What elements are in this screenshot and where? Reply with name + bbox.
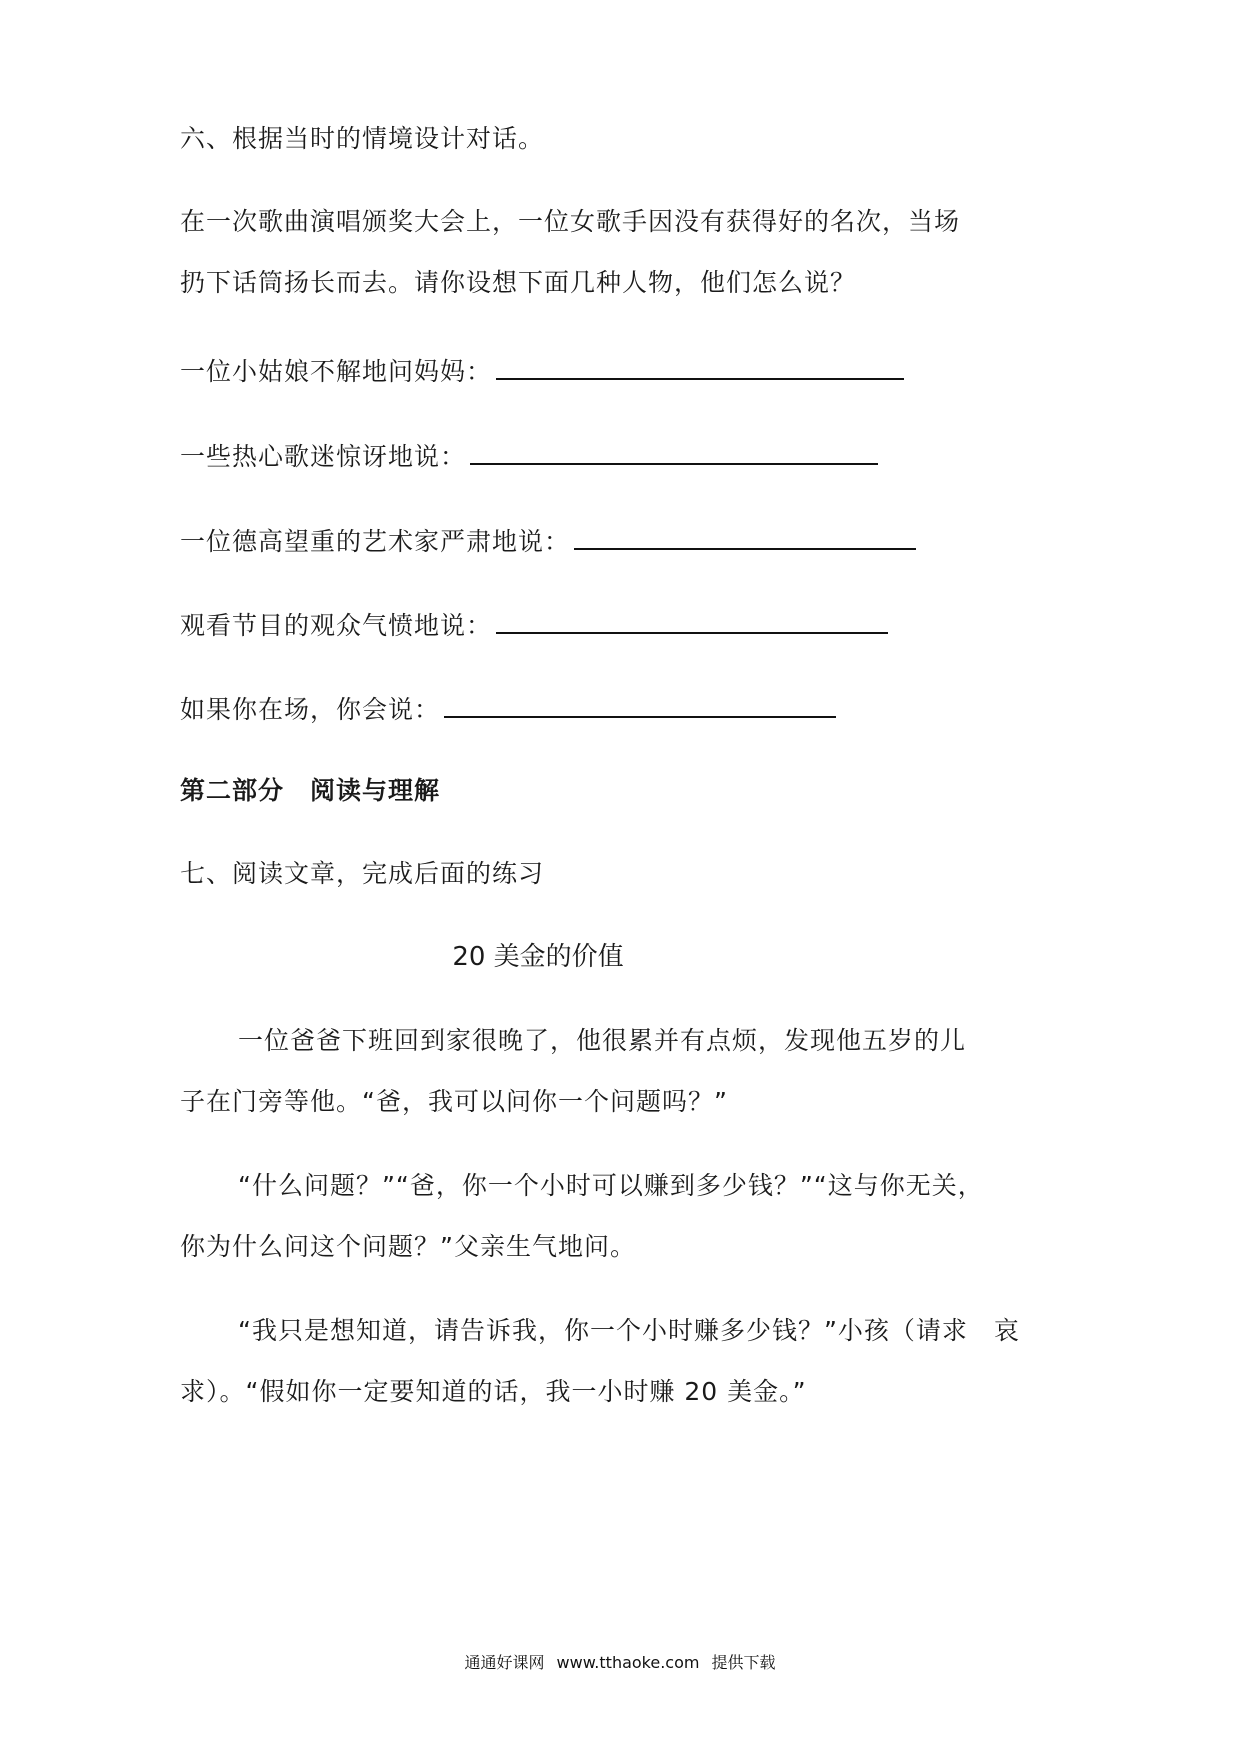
paragraph-line: “我只是想知道，请告诉我，你一个小时赚多少钱？”小孩（请求 哀 (238, 1316, 1020, 1345)
section6-heading: 六、根据当时的情境设计对话。 (180, 124, 545, 153)
prompt-row (180, 606, 888, 643)
prompt-label: 如果你在场，你会说： (180, 695, 441, 724)
answer-blank[interactable] (470, 437, 878, 465)
answer-blank[interactable] (574, 522, 916, 550)
page-footer (0, 1652, 1240, 1674)
prompt-row (180, 352, 904, 389)
section6-intro-line1: 在一次歌曲演唱颁奖大会上，一位女歌手因没有获得好的名次，当场 (180, 207, 961, 236)
prompt-label: 一位小姑娘不解地问妈妈： (180, 357, 493, 386)
paragraph-line: “什么问题？”“爸，你一个小时可以赚到多少钱？”“这与你无关， (238, 1171, 984, 1200)
paragraph-line: 一位爸爸下班回到家很晚了，他很累并有点烦，发现他五岁的儿 (238, 1026, 967, 1055)
paragraph-line: 子在门旁等他。“爸，我可以问你一个问题吗？” (180, 1087, 728, 1116)
footer-suffix: 提供下载 (711, 1653, 776, 1672)
footer-url[interactable]: www.tthaoke.com (556, 1653, 700, 1672)
prompt-label: 观看节目的观众气愤地说： (180, 611, 493, 640)
prompt-row (180, 437, 878, 474)
footer-site-name: 通通好课网 (464, 1653, 545, 1672)
section7-heading: 七、阅读文章，完成后面的练习 (180, 859, 545, 888)
prompt-label: 一位德高望重的艺术家严肃地说： (180, 527, 571, 556)
answer-blank[interactable] (496, 606, 888, 634)
prompt-row (180, 690, 836, 727)
prompt-label: 一些热心歌迷惊讶地说： (180, 442, 467, 471)
article-title: 20 美金的价值 (452, 942, 624, 972)
answer-blank[interactable] (496, 352, 904, 380)
part2-heading: 第二部分 阅读与理解 (180, 776, 441, 805)
paragraph-line: 求）。“假如你一定要知道的话，我一小时赚 20 美金。” (180, 1377, 807, 1406)
prompt-row (180, 522, 916, 559)
section6-intro-line2: 扔下话筒扬长而去。请你设想下面几种人物，他们怎么说？ (180, 268, 857, 297)
paragraph-line: 你为什么问这个问题？”父亲生气地问。 (180, 1232, 636, 1261)
answer-blank[interactable] (444, 690, 836, 718)
